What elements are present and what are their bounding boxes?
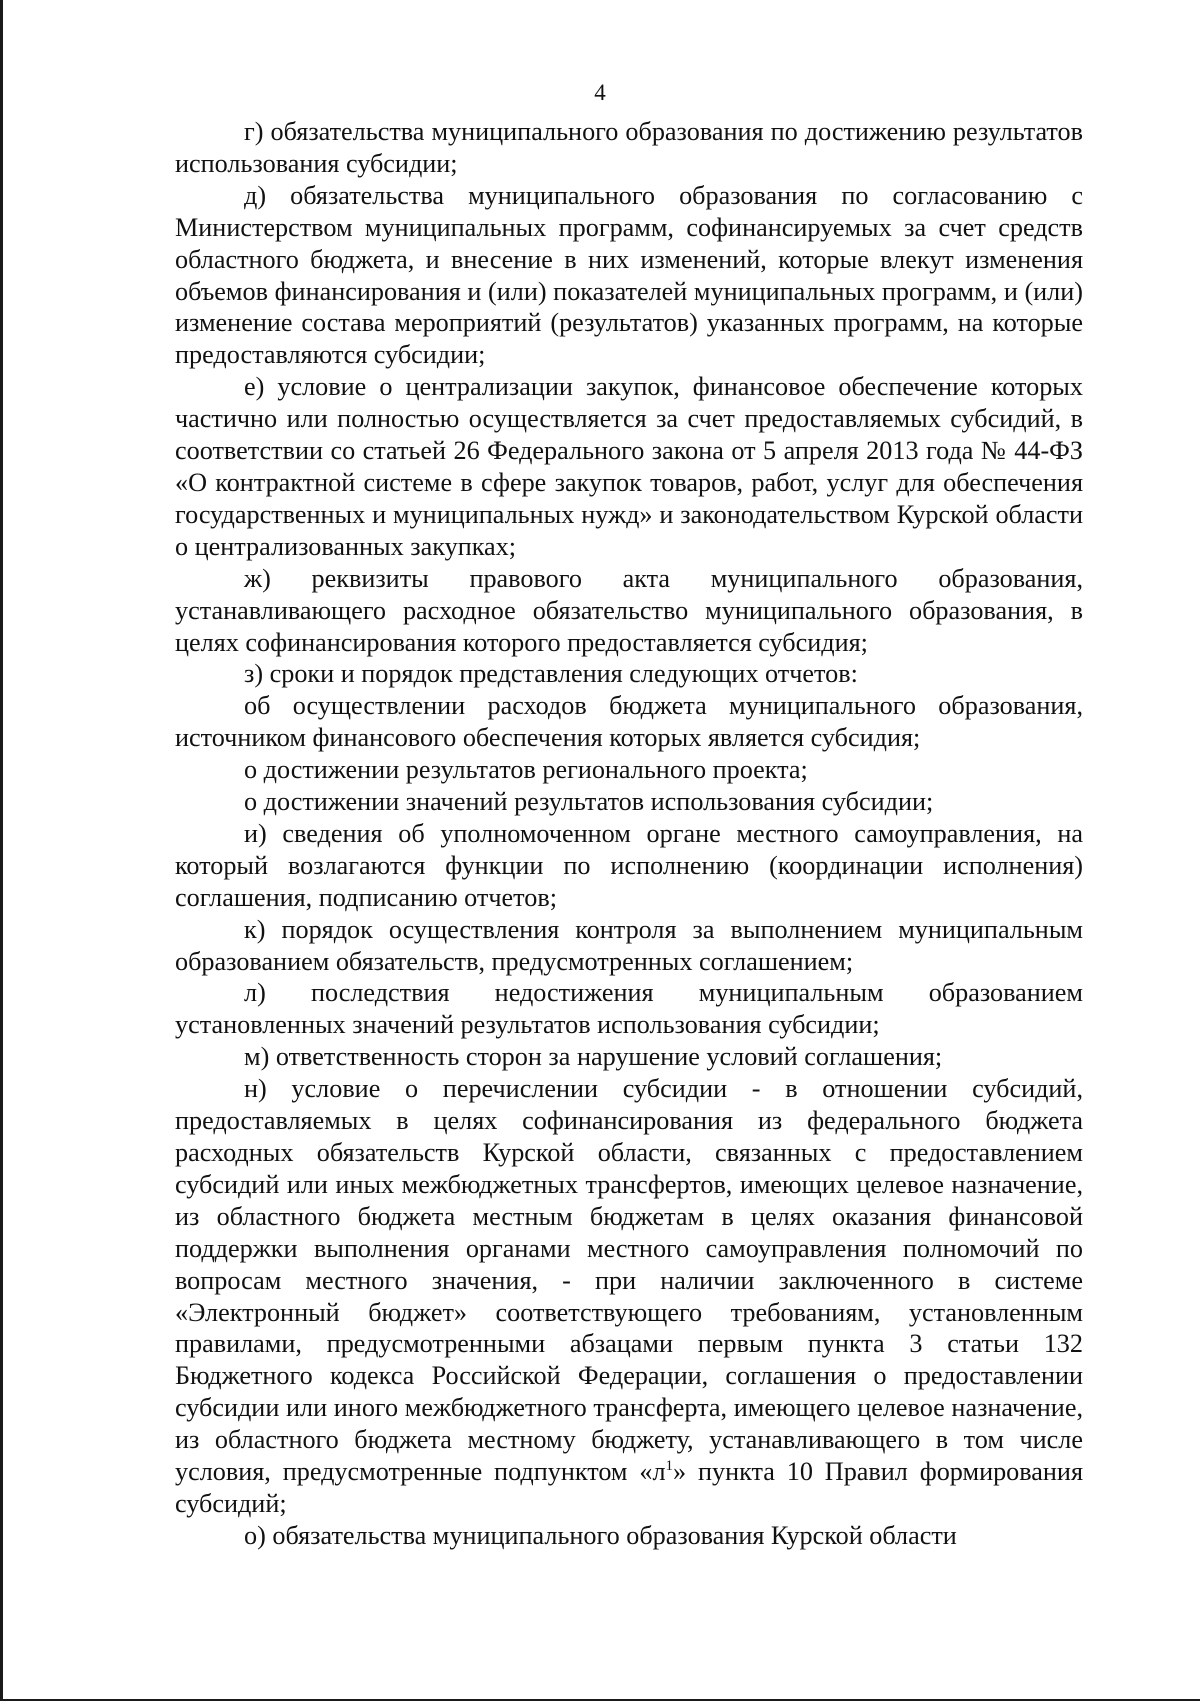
paragraph-i: и) сведения об уполномоченном органе местного самоуправления, на который возлагаются функции по исполнению (координации исполнения) соглашения, подписанию отчетов; (175, 818, 1083, 912)
paragraph-z: з) сроки и порядок представления следующих отчетов: (244, 659, 858, 689)
paragraph-report-results: о достижении значений результатов использования субсидии; (244, 787, 934, 817)
scan-edge-left (0, 0, 3, 1701)
paragraph-l: л) последствия недостижения муниципальным образованием установленных значений результатов использования субсидии; (175, 978, 1083, 1040)
paragraph-zh: ж) реквизиты правового акта муниципального образования, устанавливающего расходное обязательство муниципального образования, в целях софинансирования которого предоставляется субсидия; (175, 563, 1083, 657)
paragraph-n-tail: » пункта 10 Правил формирования субсидий; (175, 1457, 1083, 1518)
paragraph-report-expenses: об осуществлении расходов бюджета муниципального образования, источником финансового обеспечения которых является субсидия; (175, 691, 1083, 753)
document-body (175, 116, 1083, 1552)
superscript-footnote: 1 (665, 1458, 674, 1475)
paragraph-k: к) порядок осуществления контроля за выполнением муниципальным образованием обязательств, предусмотренных соглашением; (175, 914, 1083, 976)
paragraph-g: г) обязательства муниципального образования по достижению результатов использования субсидии; (175, 117, 1083, 178)
paragraph-m: м) ответственность сторон за нарушение условий соглашения; (244, 1042, 943, 1072)
paragraph-n (175, 1073, 1083, 1520)
paragraph-n-main: н) условие о перечислении субсидии - в отношении субсидий, предоставляемых в целях софинансирования из федерального бюджета расходных обязательств Курской области, связанных с предоставлением субсидий или иных межбюджетных трансфертов, имеющих целевое назначение, из областного бюджета местным бюджетам в целях оказания финансовой поддержки выполнения органами местного самоуправления полномочий по вопросам местного значения, - при наличии заключенного в системе «Электронный бюджет» соответствующего требованиям, установленным правилами, предусмотренными абзацами первым пункта 3 статьи 132 Бюджетного кодекса Российской Федерации, соглашения о предоставлении субсидии или иного межбюджетного трансферта, имеющего целевое назначение, из областного бюджета местному бюджету, устанавливающего в том числе условия, предусмотренные подпунктом «л (175, 1074, 1083, 1487)
paragraph-o: о) обязательства муниципального образования Курской области (244, 1520, 957, 1550)
paragraph-e: е) условие о централизации закупок, финансовое обеспечение которых частично или полностью осуществляется за счет предоставляемых субсидий, в соответствии со статьей 26 Федерального закона от 5 апреля 2013 года № 44-ФЗ «О контрактной системе в сфере закупок товаров, работ, услуг для обеспечения государственных и муниципальных нужд» и законодательством Курской области о централизованных закупках; (175, 372, 1083, 561)
paragraph-report-regional-project: о достижении результатов регионального проекта; (244, 755, 808, 785)
paragraph-d: д) обязательства муниципального образования по согласованию с Министерством муниципальных программ, софинансируемых за счет средств областного бюджета, и внесение в них изменений, которые влекут изменения объемов финансирования и (или) показателей муниципальных программ, и (или) изменение состава мероприятий (результатов) указанных программ, на которые предоставляются субсидии; (175, 180, 1083, 370)
page-number: 4 (594, 80, 606, 105)
